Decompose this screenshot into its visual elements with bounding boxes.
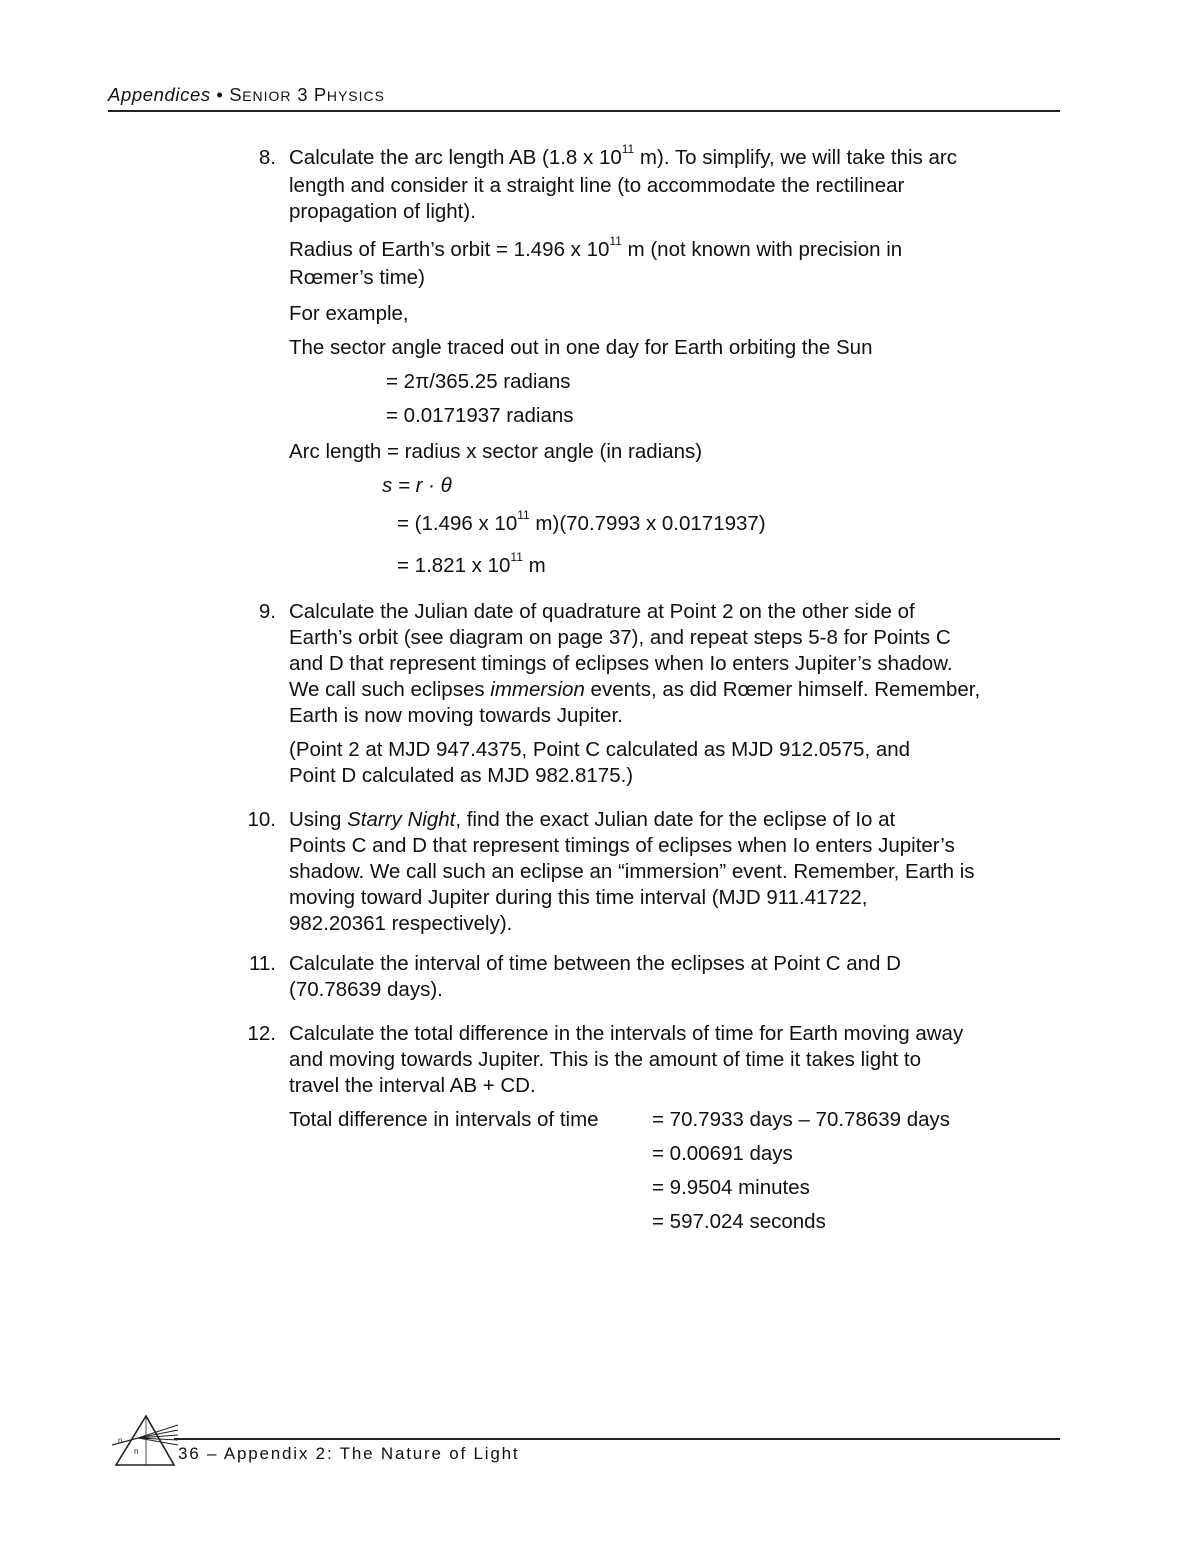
item-8-line-3: propagation of light). <box>289 200 476 223</box>
item-12-line-2: and moving towards Jupiter. This is the amount of time it takes light to <box>289 1048 922 1071</box>
item-8-number: 8. <box>258 146 276 169</box>
item-10-line-4: moving toward Jupiter during this time interval (MJD 911.41722, <box>289 886 868 909</box>
radius-line-1b: m (not known with precision in <box>621 238 903 261</box>
footer-text: 36 – Appendix 2: The Nature of Light <box>178 1444 520 1463</box>
total-difference-label: Total difference in intervals of time <box>289 1108 599 1131</box>
total-result-4: = 597.024 seconds <box>652 1210 826 1233</box>
equation-3a: = (1.496 x 10 <box>397 512 518 535</box>
item-12-number: 12. <box>247 1022 276 1045</box>
item-10-line-1-emphasis: Starry Night <box>347 808 456 831</box>
item-8-line-1 <box>289 142 957 170</box>
equation-4b: m <box>522 554 546 577</box>
equation-3 <box>397 508 766 536</box>
equation-4 <box>397 550 546 578</box>
footer-rule <box>174 1438 1060 1440</box>
sector-angle-line: The sector angle traced out in one day for Earth orbiting the Sun <box>289 336 873 359</box>
running-header <box>108 84 385 106</box>
header-course-enior: ENIOR <box>242 88 292 104</box>
item-9-line-4 <box>289 678 980 702</box>
item-10-line-1b: , find the exact Julian date for the eclipse of Io at <box>455 808 896 831</box>
example-label: For example, <box>289 302 409 325</box>
item-8-line-1b: m). To simplify, we will take this arc <box>634 146 957 169</box>
item-10-line-5: 982.20361 respectively). <box>289 912 513 935</box>
header-course <box>229 84 385 105</box>
item-10-number: 10. <box>247 808 276 831</box>
formula: s = r · θ <box>382 474 452 497</box>
item-9-line-1: Calculate the Julian date of quadrature at Point 2 on the other side of <box>289 600 915 623</box>
header-bullet: • <box>210 84 230 105</box>
item-8-line-1-sup: 11 <box>621 142 635 156</box>
arc-length-line: Arc length = radius x sector angle (in radians) <box>289 440 703 463</box>
radius-line-1-sup: 11 <box>609 234 622 248</box>
item-8-line-1a: Calculate the arc length AB (1.8 x 10 <box>289 146 622 169</box>
item-9-line-3: and D that represent timings of eclipses when Io enters Jupiter’s shadow. <box>289 652 953 675</box>
equation-3-sup: 11 <box>517 508 530 522</box>
item-9-line-5: Earth is now moving towards Jupiter. <box>289 704 623 727</box>
item-10-line-3: shadow. We call such an eclipse an “immersion” event. Remember, Earth is <box>289 860 975 883</box>
item-11-line-2: (70.78639 days). <box>289 978 443 1001</box>
item-9-point-line-2: Point D calculated as MJD 982.8175.) <box>289 764 634 787</box>
radius-line-1a: Radius of Earth’s orbit = 1.496 x 10 <box>289 238 610 261</box>
item-9-line-4-emphasis: immersion <box>490 678 585 701</box>
svg-text:n: n <box>118 1436 123 1445</box>
item-10-line-2: Points C and D that represent timings of eclipses when Io enters Jupiter’s <box>289 834 955 857</box>
equation-3b: m)(70.7993 x 0.0171937) <box>529 512 766 535</box>
item-11-line-1: Calculate the interval of time between the eclipses at Point C and D <box>289 952 901 975</box>
radius-line-2: Rœmer’s time) <box>289 266 425 289</box>
header-course-hysics: HYSICS <box>326 88 385 104</box>
equation-4-sup: 11 <box>510 550 523 564</box>
item-9-point-line-1: (Point 2 at MJD 947.4375, Point C calculated as MJD 912.0575, and <box>289 738 911 761</box>
total-result-3: = 9.9504 minutes <box>652 1176 810 1199</box>
item-10-line-1a: Using <box>289 808 348 831</box>
equation-1: = 2π/365.25 radians <box>386 370 571 393</box>
item-9-line-2: Earth’s orbit (see diagram on page 37), and repeat steps 5-8 for Points C <box>289 626 951 649</box>
svg-text:n: n <box>134 1447 139 1456</box>
item-12-line-1: Calculate the total difference in the intervals of time for Earth moving away <box>289 1022 964 1045</box>
prism-logo-icon <box>108 1413 180 1469</box>
item-9-number: 9. <box>258 600 276 623</box>
header-course-s: S <box>229 84 243 105</box>
equation-2: = 0.0171937 radians <box>386 404 574 427</box>
item-8-line-2: length and consider it a straight line (to accommodate the rectilinear <box>289 174 905 197</box>
item-9-line-4b: events, as did Rœmer himself. Remember, <box>584 678 981 701</box>
total-result-2: = 0.00691 days <box>652 1142 793 1165</box>
header-rule <box>108 110 1060 112</box>
item-9-line-4a: We call such eclipses <box>289 678 491 701</box>
radius-line-1 <box>289 234 903 262</box>
header-course-3: 3 P <box>291 84 327 105</box>
item-11-number: 11. <box>249 952 276 975</box>
header-section: Appendices <box>108 84 211 105</box>
item-12-line-3: travel the interval AB + CD. <box>289 1074 536 1097</box>
total-result-1: = 70.7933 days – 70.78639 days <box>652 1108 951 1131</box>
equation-4a: = 1.821 x 10 <box>397 554 511 577</box>
item-10-line-1 <box>289 808 895 832</box>
